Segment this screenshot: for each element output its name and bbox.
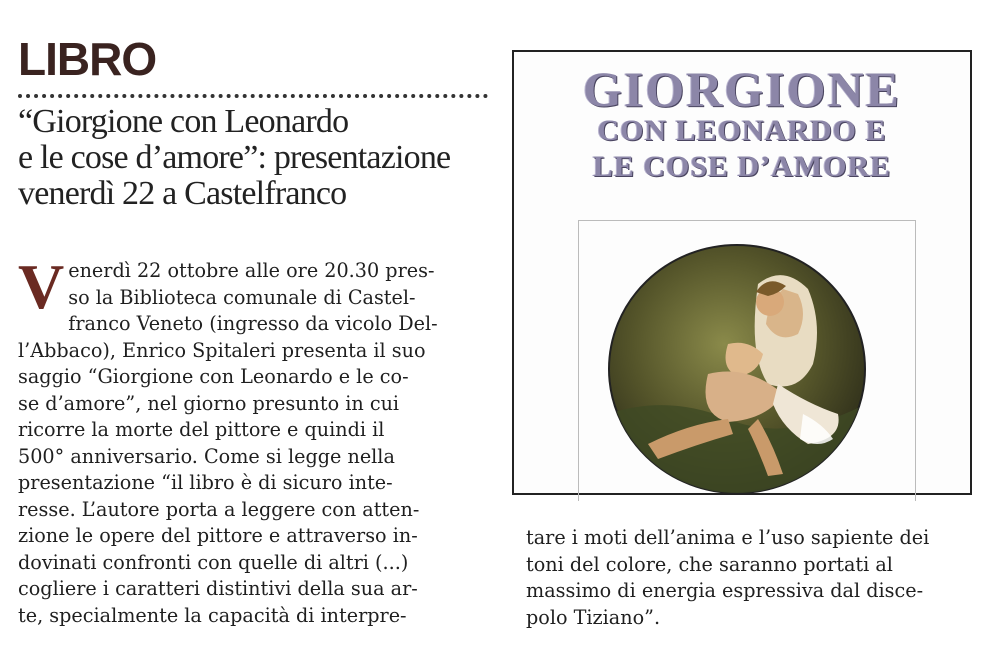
body-line: toni del colore, che saranno portati al xyxy=(526,552,893,576)
article-body xyxy=(18,251,488,629)
body-line: dovinati confronti con quelle di altri (...) xyxy=(18,550,409,574)
article-body-continued xyxy=(526,525,986,631)
body-line: cogliere i caratteri distintivi della sua ar- xyxy=(18,577,418,600)
body-line: se d’amore”, nel giorno presunto in cui xyxy=(18,391,400,415)
dotted-rule xyxy=(18,94,488,98)
body-line: presentazione “il libro è di sicuro inte- xyxy=(18,471,393,494)
headline xyxy=(18,104,498,212)
body-line: enerdì 22 ottobre alle ore 20.30 pres- xyxy=(68,259,435,282)
drop-cap: V xyxy=(18,251,65,322)
cover-title-sub2: LE COSE D’AMORE xyxy=(592,150,892,183)
body-line: polo Tiziano”. xyxy=(526,605,661,629)
body-line: resse. L’autore porta a leggere con atten- xyxy=(18,497,420,521)
body-line: franco Veneto (ingresso da vicolo Del- xyxy=(68,312,438,335)
body-line: 500° anniversario. Come si legge nella xyxy=(18,444,395,468)
body-line: so la Biblioteca comunale di Castel- xyxy=(68,285,416,309)
cover-title-sub1: CON LEONARDO E xyxy=(597,114,887,147)
oval-painting-icon xyxy=(608,244,866,494)
body-line: zione le opere del pittore e attraverso in- xyxy=(18,524,418,547)
body-line: massimo di energia espressiva dal disce- xyxy=(526,579,924,602)
headline-line: venerdì 22 a Castelfranco xyxy=(18,175,347,212)
headline-line: e le cose d’amore”: presentazione xyxy=(18,139,451,176)
book-cover xyxy=(512,50,972,495)
cover-title-main: GIORGIONE xyxy=(582,61,902,117)
kicker-label: LIBRO xyxy=(18,33,157,85)
body-line: tare i moti dell’anima e l’uso sapiente dei xyxy=(526,526,930,549)
body-line: l’Abbaco), Enrico Spitaleri presenta il suo xyxy=(18,338,426,362)
body-line: te, specialmente la capacità di interpre- xyxy=(18,603,407,627)
headline-line: “Giorgione con Leonardo xyxy=(18,103,349,140)
body-line: saggio “Giorgione con Leonardo e le co- xyxy=(18,365,409,388)
body-line: ricorre la morte del pittore e quindi il xyxy=(18,418,385,441)
